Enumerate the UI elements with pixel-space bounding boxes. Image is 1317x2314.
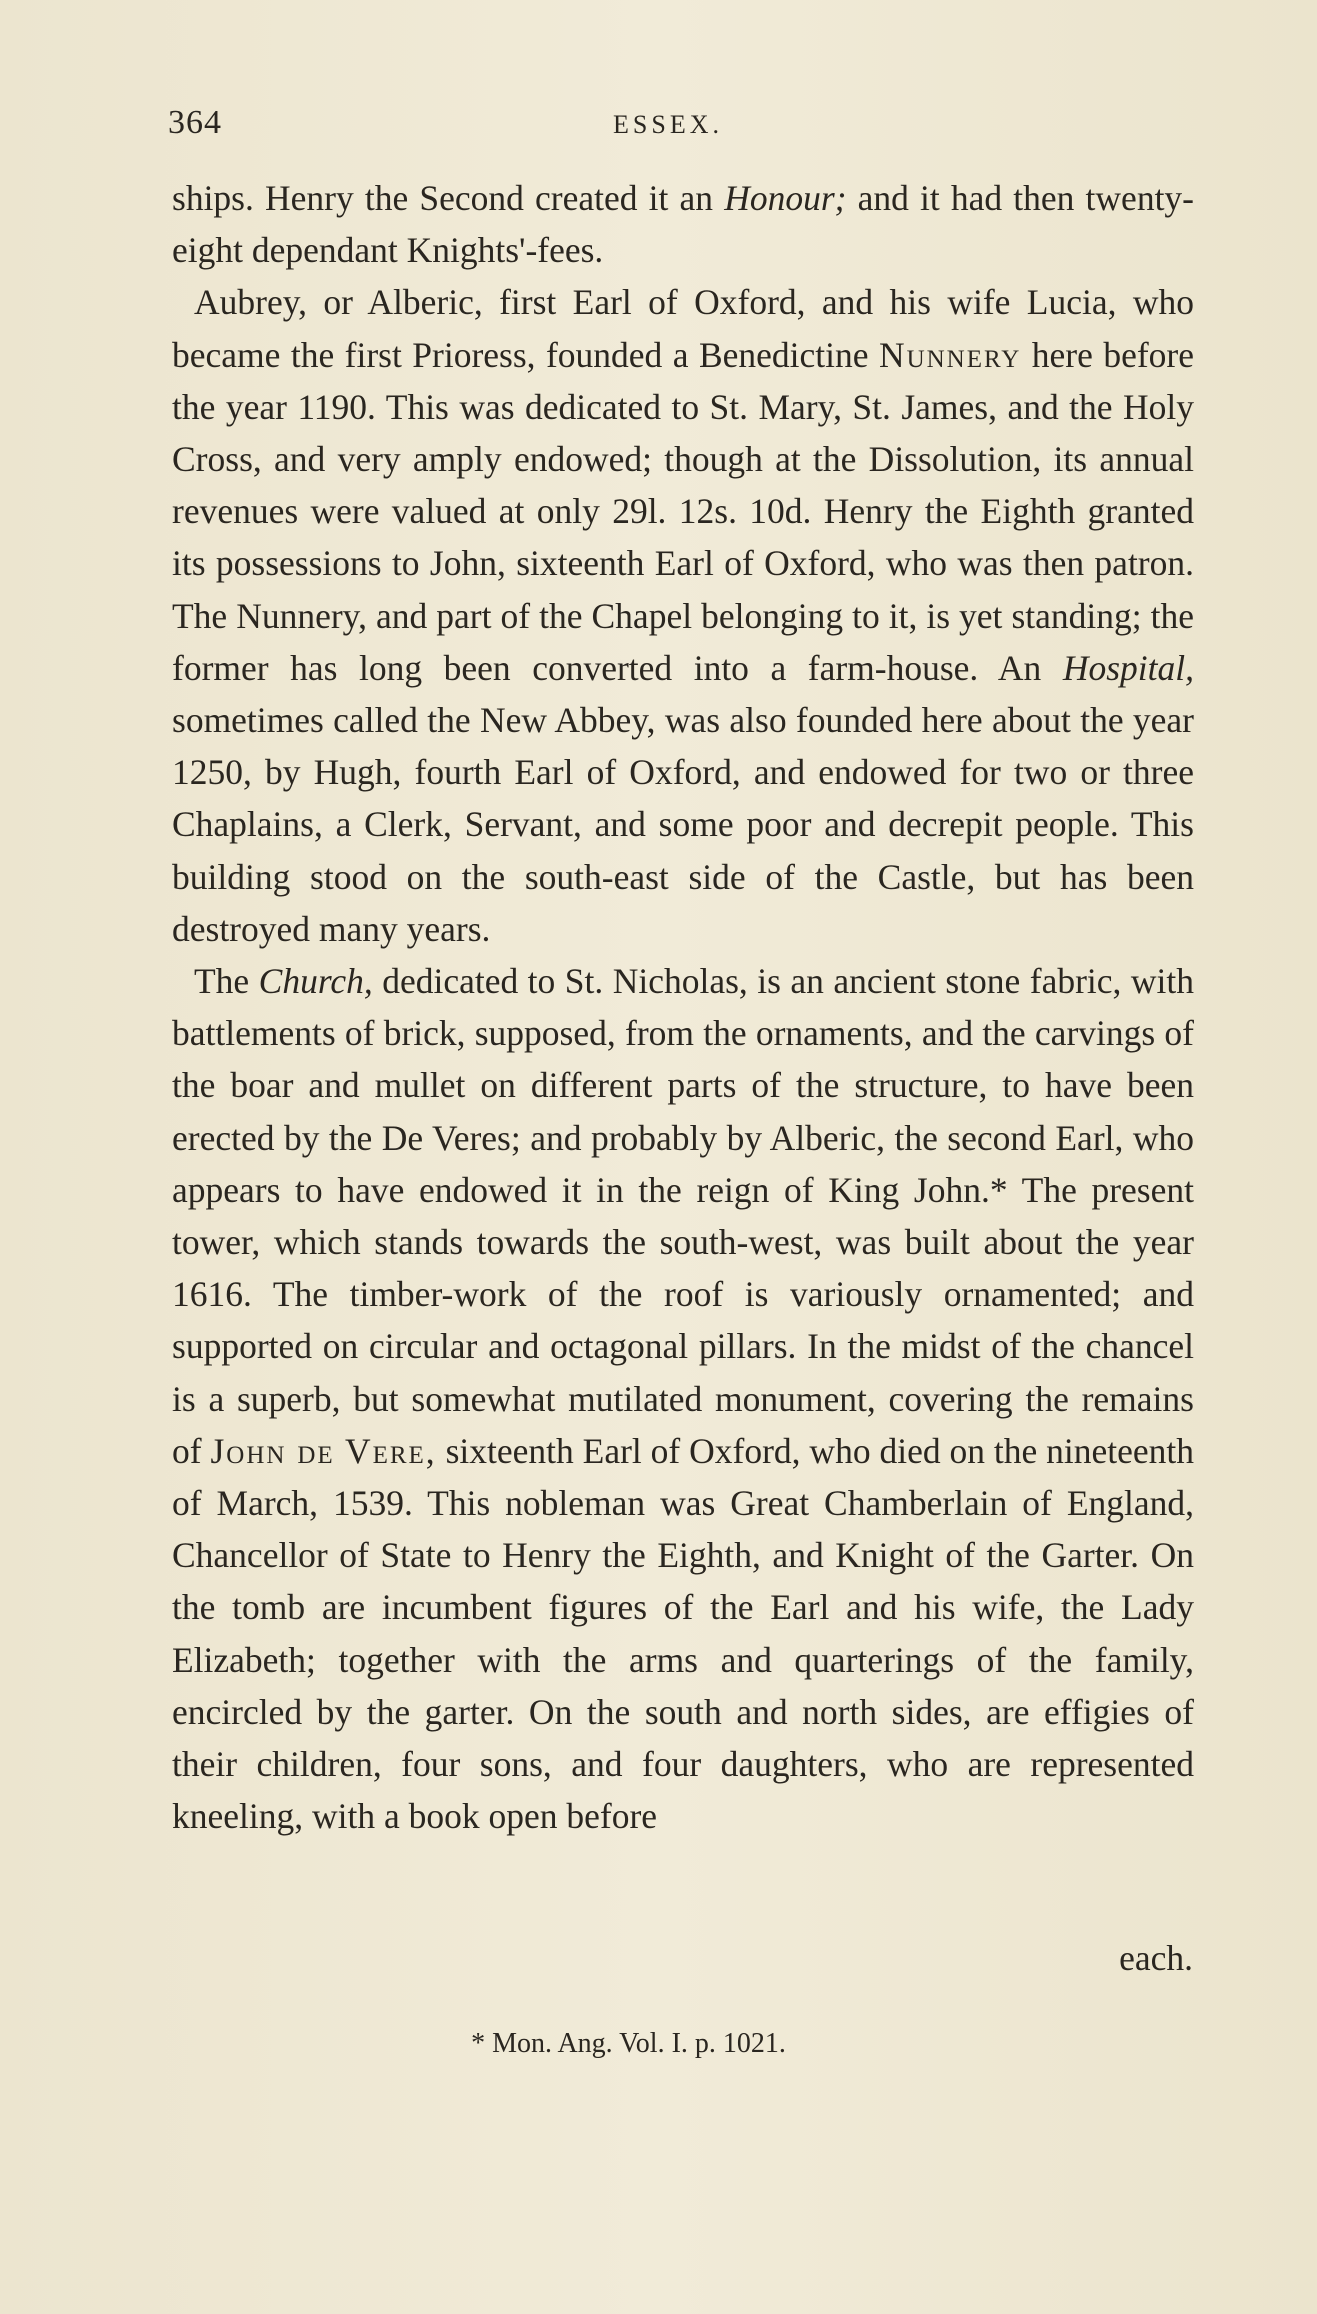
hospital-italic: Hospital, bbox=[1062, 647, 1194, 688]
paragraph-1-tail: and it had then twenty-eight dependant Knights'-fees. bbox=[172, 178, 1194, 271]
paragraph-1-text: ships. Henry the Second created it an bbox=[172, 178, 725, 218]
page-number: 364 bbox=[168, 104, 222, 141]
paragraph-2-text-a: Aubrey, or Alberic, first Earl of Oxford, and his wife Lucia, who became the first Prioress, founded a Benedictine bbox=[172, 282, 1194, 375]
nunnery-small-caps: Nunnery bbox=[878, 334, 1022, 375]
john-de-vere-small-caps: John de Vere, bbox=[210, 1430, 437, 1471]
body-text bbox=[172, 172, 1194, 1843]
paragraph-3-text-c: sixteenth Earl of Oxford, who died on the nineteenth of March, 1539. This nobleman was Great Chamberlain of England, Chancellor of State to Henry the Eighth, and Knight of the Garter. On the tomb are incumbent figures of the Earl and his wife, the Lady Elizabeth; together with the arms and quarterings of the family, encircled by the garter. On the south and north sides, are effigies of their children, four sons, and four daughters, who are represented kneeling, with a book open before bbox=[172, 1430, 1195, 1837]
paragraph-1 bbox=[172, 172, 1194, 276]
catchword: each. bbox=[1119, 1938, 1193, 1978]
footnote: * Mon. Ang. Vol. I. p. 1021. bbox=[471, 2028, 786, 2059]
page-header bbox=[168, 104, 1168, 144]
honour-italic: Honour; bbox=[724, 178, 847, 218]
paragraph-3-text-b: dedicated to St. Nicholas, is an ancient stone fabric, with battlements of brick, supposed, from the ornaments, and the carvings of the boar and mullet on different parts of the structure, to have been erected by the De Veres; and probably by Alberic, the second Earl, who appears to have endowed it in the reign of King John.* The present tower, which stands towards the south-west, was built about the year 1616. The timber-work of the roof is variously ornamented; and supported on circular and octagonal pillars. In the midst of the chancel is a superb, but somewhat mutilated monument, covering the remains of bbox=[172, 961, 1194, 1471]
paragraph-3 bbox=[172, 955, 1194, 1842]
paragraph-2 bbox=[172, 276, 1194, 955]
paragraph-2-text-c: sometimes called the New Abbey, was also founded here about the year 1250, by Hugh, fourth Earl of Oxford, and endowed for two or three Chaplains, a Clerk, Servant, and some poor and decrepit people. This building stood on the south-east side of the Castle, but has been destroyed many years. bbox=[172, 700, 1194, 949]
paragraph-2-text-b: here before the year 1190. This was dedicated to St. Mary, St. James, and the Holy Cross, and very amply endowed; though at the Dissolution, its annual revenues were valued at only 29l. 12s. 10d. Henry the Eighth granted its possessions to John, sixteenth Earl of Oxford, who was then patron. The Nunnery, and part of the Chapel belonging to it, is yet standing; the former has long been converted into a farm-house. An bbox=[172, 334, 1194, 688]
paragraph-3-text-a: The bbox=[194, 961, 259, 1002]
church-italic: Church, bbox=[258, 961, 373, 1002]
running-head: ESSEX. bbox=[613, 110, 723, 139]
